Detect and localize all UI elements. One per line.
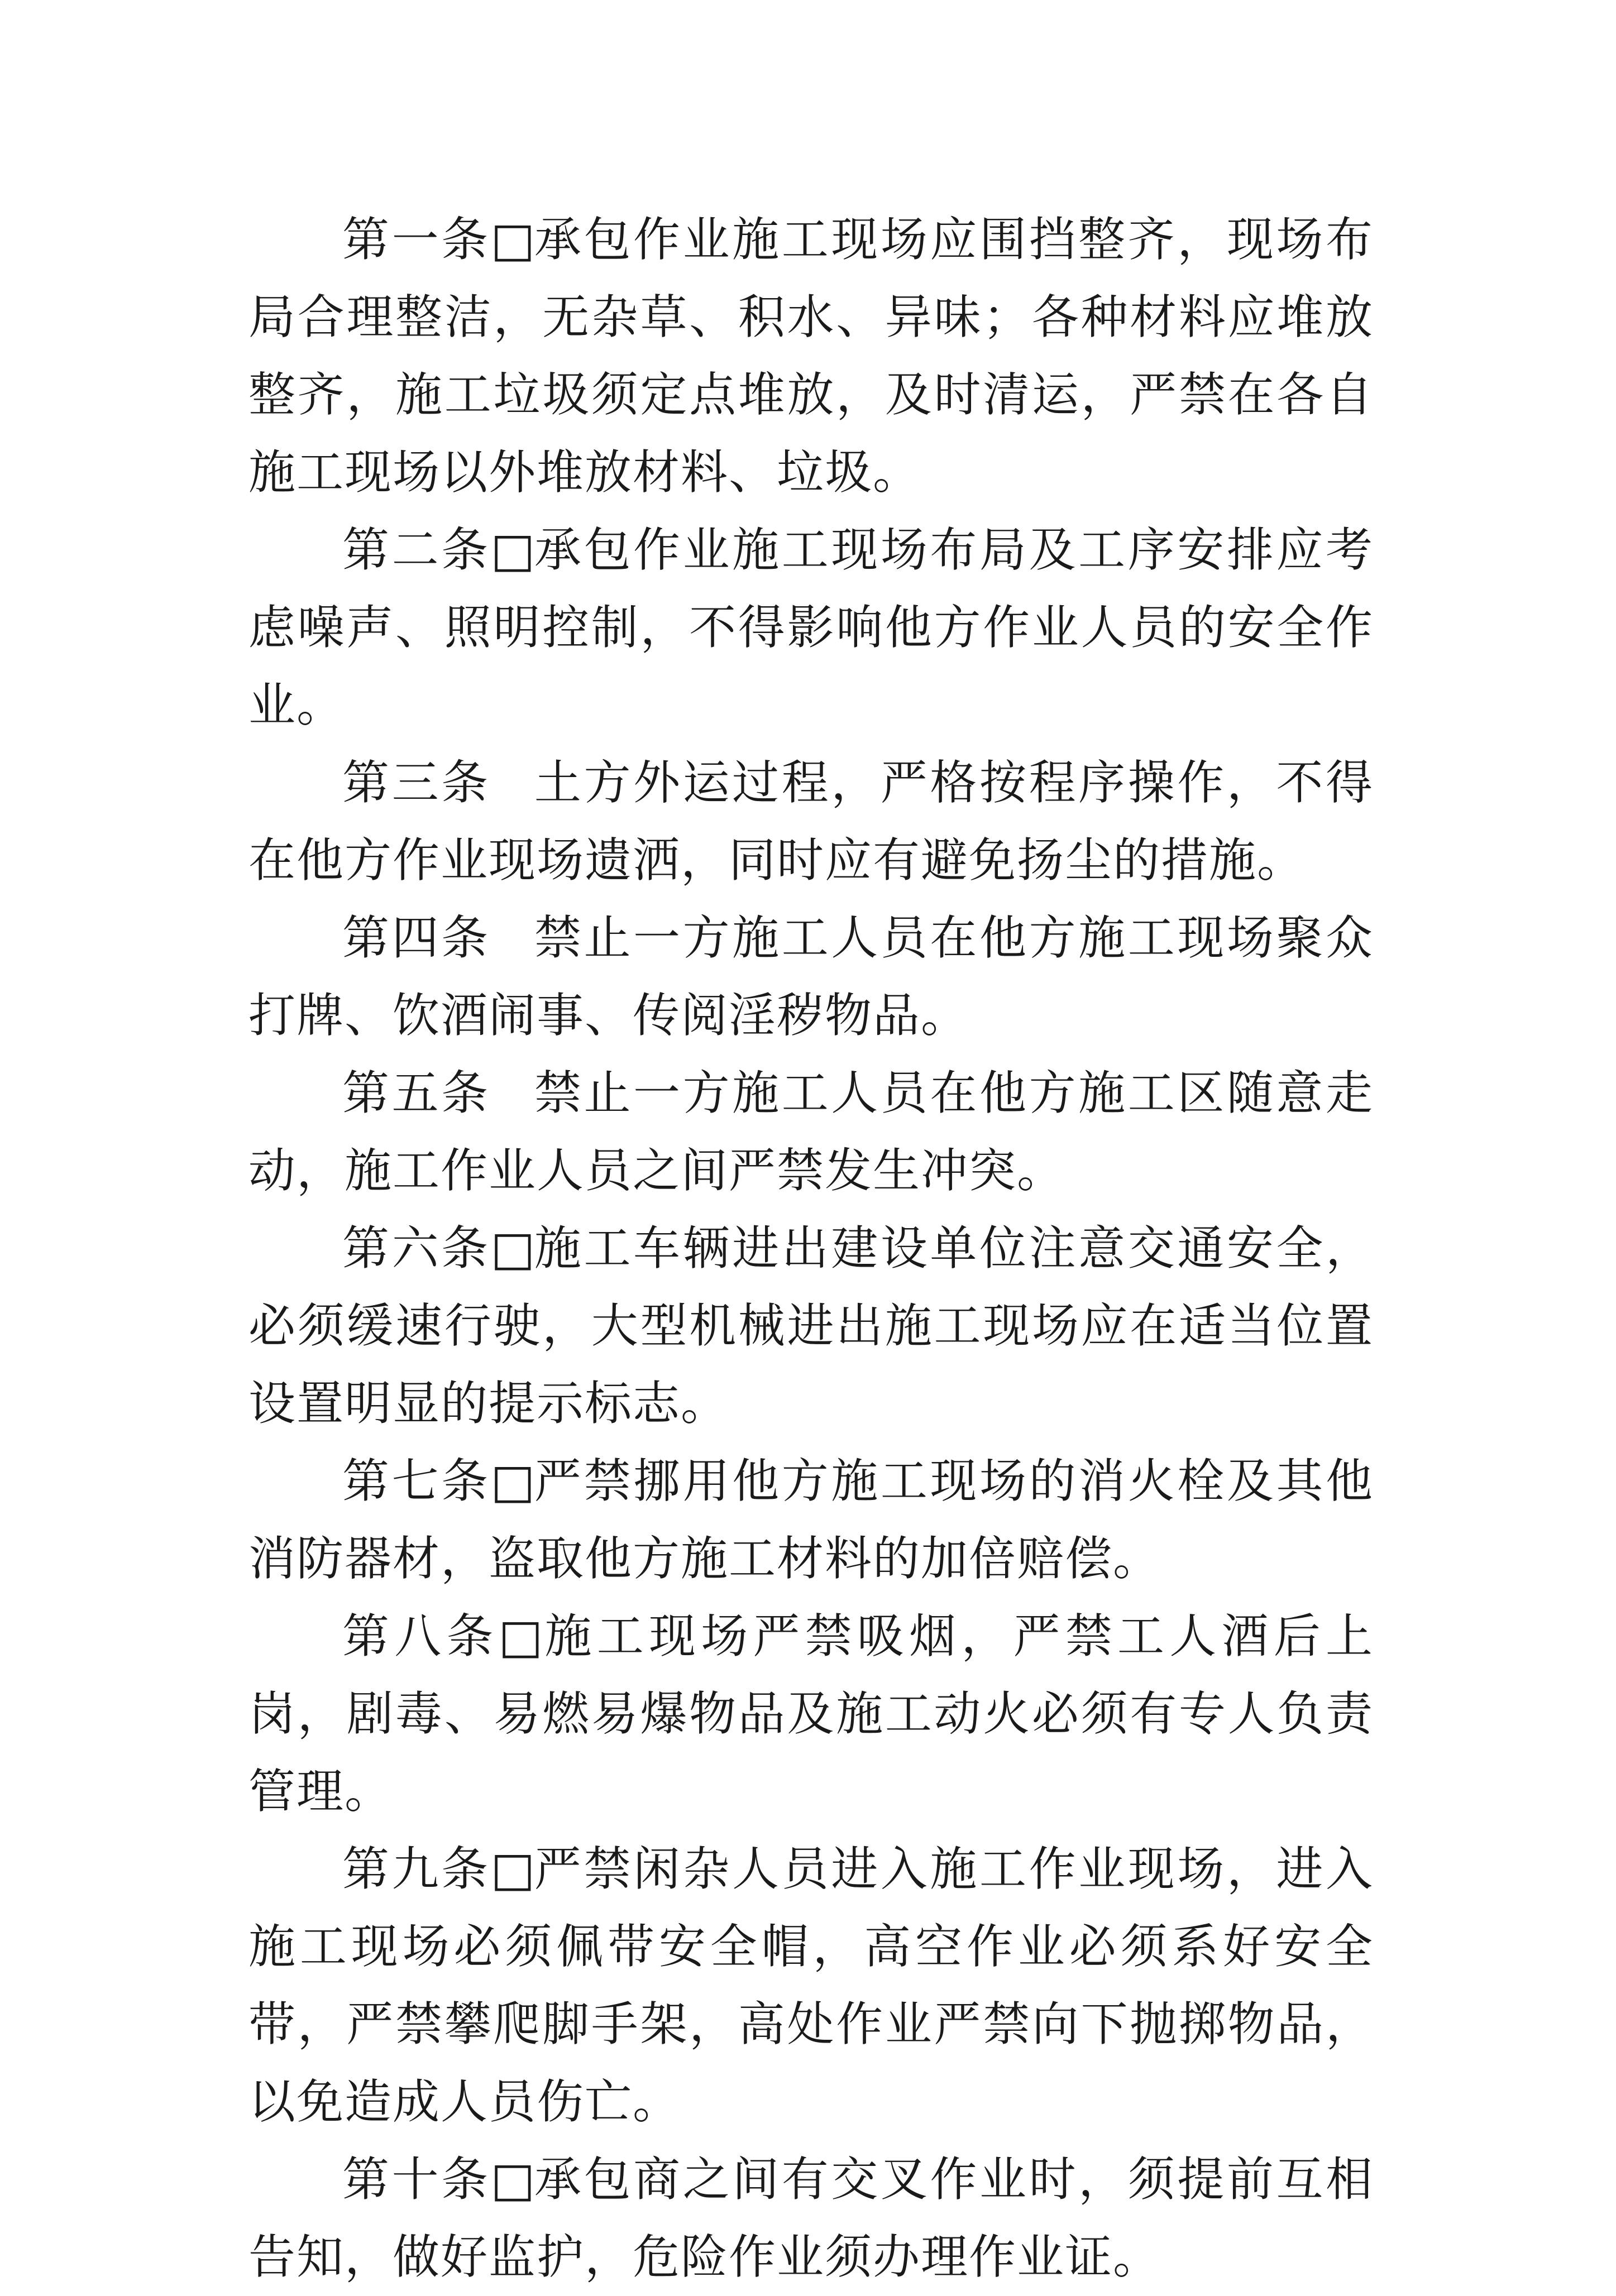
clause-3	[248, 744, 1374, 899]
clause-number: 第三条	[342, 755, 491, 810]
clause-4	[248, 899, 1374, 1054]
clause-9	[248, 1830, 1374, 2141]
clause-text: 严禁闲杂人员进入施工作业现场，进入施工现场必须佩带安全帽，高空作业必须系好安全带，严禁攀爬脚手架，高处作业严禁向下抛掷物品，以免造成人员伤亡。	[248, 1842, 1374, 2129]
clause-text: 严禁挪用他方施工现场的消火栓及其他消防器材，盗取他方施工材料的加倍赔偿。	[248, 1454, 1374, 1586]
clause-separator: □	[490, 1221, 537, 1276]
clause-text: 禁止一方施工人员在他方施工区随意走动，施工作业人员之间严禁发生冲突。	[248, 1066, 1374, 1198]
clause-separator: □	[490, 212, 537, 267]
clause-text: 施工现场严禁吸烟，严禁工人酒后上岗，剧毒、易燃易爆物品及施工动火必须有专人负责管理。	[248, 1609, 1374, 1819]
clause-7	[248, 1442, 1374, 1598]
clause-number: 第五条	[342, 1066, 491, 1120]
clause-number: 第二条	[342, 523, 491, 577]
clause-text: 施工车辆进出建设单位注意交通安全，必须缓速行驶，大型机械进出施工现场应在适当位置设置明显的提示标志。	[248, 1221, 1374, 1431]
clause-separator: □	[490, 1842, 537, 1896]
clause-number: 第四条	[342, 910, 491, 965]
clause-6	[248, 1210, 1374, 1442]
clause-number: 第九条	[342, 1842, 491, 1896]
clause-8	[248, 1598, 1374, 1830]
clause-5	[248, 1054, 1374, 1210]
clause-number: 第一条	[342, 212, 491, 267]
clause-number: 第六条	[342, 1221, 491, 1276]
document-body	[248, 201, 1374, 2296]
clause-number: 第七条	[342, 1454, 491, 1508]
clause-text: 承包作业施工现场布局及工序安排应考虑噪声、照明控制，不得影响他方作业人员的安全作业。	[248, 523, 1374, 732]
clause-number: 第八条	[342, 1609, 499, 1664]
clause-2	[248, 511, 1374, 744]
clause-1	[248, 201, 1374, 511]
clause-separator: □	[490, 2152, 537, 2207]
clause-separator: □	[490, 523, 537, 577]
clause-text: 承包作业施工现场应围挡整齐，现场布局合理整洁，无杂草、积水、异味；各种材料应堆放整齐，施工垃圾须定点堆放，及时清运，严禁在各自施工现场以外堆放材料、垃圾。	[248, 212, 1374, 500]
clause-number: 第十条	[342, 2152, 491, 2207]
clause-10	[248, 2141, 1374, 2296]
clause-text: 承包商之间有交叉作业时，须提前互相告知，做好监护，危险作业须办理作业证。	[248, 2152, 1374, 2284]
clause-separator: □	[498, 1609, 544, 1664]
clause-text: 土方外运过程，严格按程序操作，不得在他方作业现场遗洒，同时应有避免扬尘的措施。	[248, 755, 1374, 888]
clause-separator: □	[490, 1454, 537, 1508]
clause-text: 禁止一方施工人员在他方施工现场聚众打牌、饮酒闹事、传阅淫秽物品。	[248, 910, 1374, 1043]
